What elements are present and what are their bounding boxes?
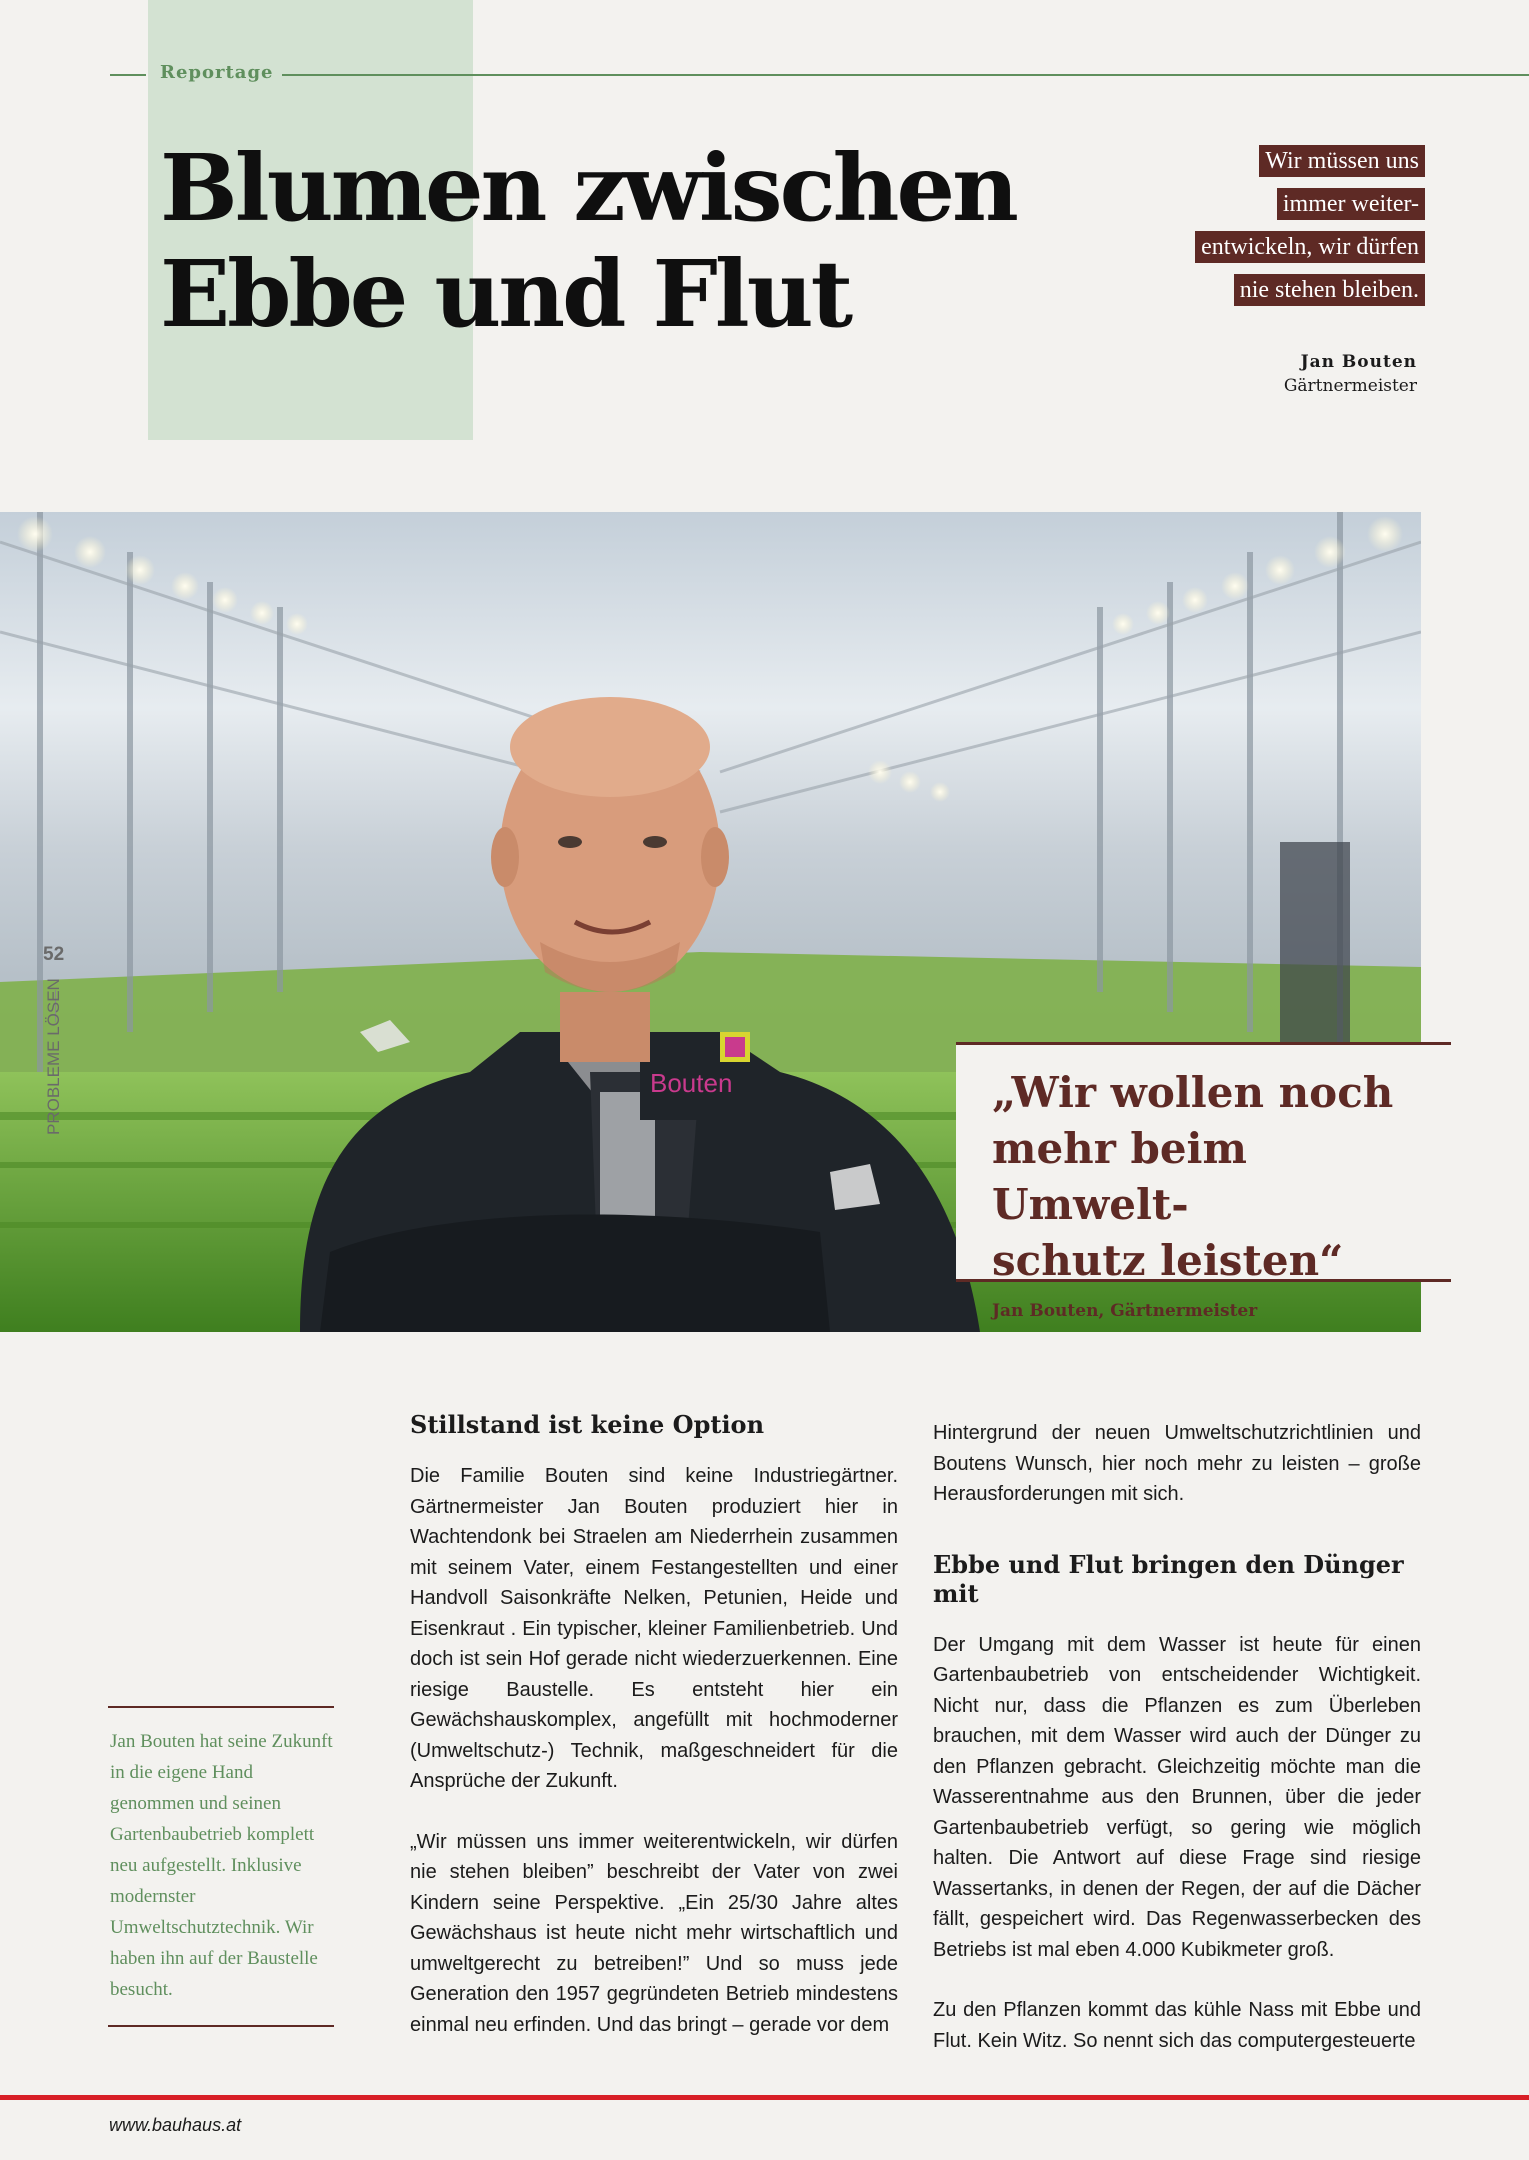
article-column-1	[410, 1410, 898, 2070]
headline-line2: Ebbe und Flut	[160, 240, 851, 348]
pull-quote-attribution: Jan Bouten, Gärtnermeister	[992, 1301, 1258, 1321]
article-paragraph: Zu den Pflanzen kommt das kühle Nass mit Ebbe und Flut. Kein Witz. So nennt sich das computergesteuerte	[933, 1999, 1421, 2052]
pull-quote-text	[992, 1065, 1451, 1289]
page-number: 52	[43, 944, 65, 965]
author-role: Gärtnermeister	[1283, 376, 1417, 396]
pull-quote-line: immer weiter-	[1277, 188, 1425, 220]
footer-url[interactable]: www.bauhaus.at	[109, 2115, 242, 2135]
article-paragraph: Die Familie Bouten sind keine Industriegärtner. Gärtnermeister Jan Bouten produziert hier in Wachtendonk bei Straelen am Niederrhein zusammen mit seinem Vater, einem Festangestellten und einer Handvoll Saisonkräfte Nelken, Petunien, Heide und Eisenkraut . Ein typischer, kleiner Familienbetrieb. Und doch ist sein Hof gerade nicht wiederzuerkennen. Eine riesige Baustelle. Es entsteht hier ein Gewächshauskomplex, angefüllt mit hochmoderner (Umweltschutz-) Technik, maßgeschneidert für die Ansprüche der Zukunft.	[410, 1465, 898, 1792]
pull-quote-line: nie stehen bleiben.	[1234, 274, 1425, 306]
author-name: Jan Bouten	[1300, 352, 1417, 372]
category-label: PROBLEME LÖSEN	[44, 978, 63, 1135]
pull-quote-top	[1105, 145, 1425, 317]
sidebar-caption-text: Jan Bouten hat seine Zukunft in die eigene Hand genommen und seinen Gartenbaubetrieb komplett neu aufgestellt. Inklusive modernster Umweltschutztechnik. Wir haben ihn auf der Baustelle besucht.	[110, 1731, 333, 2000]
headline-line1: Blumen zwischen	[160, 134, 1016, 242]
pull-quote-line: entwickeln, wir dürfen	[1195, 231, 1425, 263]
article-heading: Stillstand ist keine Option	[410, 1410, 765, 1439]
article-column-2	[933, 1418, 1421, 2086]
sidebar-caption	[108, 1706, 334, 2027]
pull-quote-author	[1284, 352, 1417, 396]
pull-quote-box	[956, 1042, 1451, 1321]
article-heading: Ebbe und Flut bringen den Dünger mit	[933, 1549, 1404, 1608]
pull-quote-line: schutz leisten“	[992, 1236, 1344, 1285]
article-paragraph: „Wir müssen uns immer weiterentwickeln, wir dürfen nie stehen bleiben” beschreibt der Vater von zwei Kindern seine Perspektive. „Ein 25/30 Jahre altes Gewächshaus ist heute nicht mehr wirtschaftlich und umweltgerecht zu betreiben!” Und so muss jede Generation den 1957 gegründeten Betrieb mindestens einmal neu erfinden. Und das bringt – gerade vor dem	[410, 1830, 898, 2036]
article-paragraph: Hintergrund der neuen Umweltschutzrichtlinien und Boutens Wunsch, hier noch mehr zu leisten – große Herausforderungen mit sich.	[933, 1422, 1421, 1505]
pull-quote-line: „Wir wollen noch	[992, 1068, 1394, 1117]
headline	[160, 135, 1016, 347]
header-rule-right	[282, 74, 1529, 76]
header-rule-left	[110, 74, 146, 76]
footer-rule	[0, 2095, 1529, 2100]
section-label: Reportage	[160, 62, 274, 83]
article-paragraph: Der Umgang mit dem Wasser ist heute für einen Gartenbaubetrieb von entscheidender Wichtigkeit. Nicht nur, dass die Pflanzen es zum Überleben brauchen, mit dem Wasser wird auch der Dünger zu den Pflanzen gebracht. Gleichzeitig möchte man die Wasserentnahme aus den Brunnen, über die jeder Gartenbaubetrieb verfügt, so gering wie möglich halten. Die Antwort auf diese Frage sind riesige Wassertanks, in denen der Regen, der auf die Dächer fällt, gespeichert wird. Das Regenwasserbecken des Betriebs ist mal eben 4.000 Kubikmeter groß.	[933, 1633, 1421, 1961]
pull-quote-line: mehr beim Umwelt-	[992, 1124, 1247, 1229]
jacket-logo: Bouten	[650, 1068, 733, 1098]
pull-quote-line: Wir müssen uns	[1259, 145, 1425, 177]
